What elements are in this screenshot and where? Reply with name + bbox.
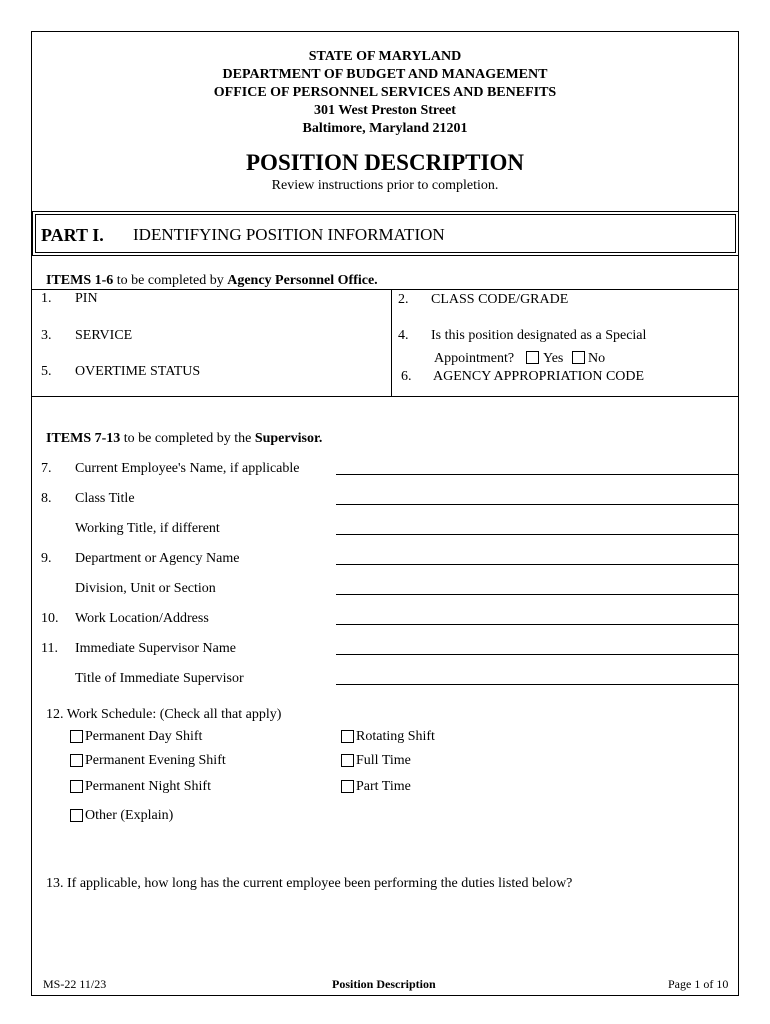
- item-number: 9.: [41, 551, 52, 566]
- page-number: Page 1 of 10: [668, 977, 729, 991]
- item-number: 2.: [398, 292, 409, 307]
- appointment-question: Appointment?: [434, 351, 515, 366]
- header-office: OFFICE OF PERSONNEL SERVICES AND BENEFITS: [213, 85, 557, 100]
- permanent-evening-checkbox[interactable]: [70, 754, 83, 767]
- pin-label: PIN: [75, 291, 98, 306]
- employee-name-label: Current Employee's Name, if applicable: [75, 461, 300, 476]
- instructions-note: Review instructions prior to completion.: [271, 178, 499, 193]
- item-number: 11.: [41, 641, 58, 656]
- appropriation-code-label: AGENCY APPROPRIATION CODE: [433, 369, 645, 384]
- division-field[interactable]: [336, 594, 738, 595]
- special-appointment-label: Is this position designated as a Special: [431, 328, 647, 343]
- full-time-checkbox[interactable]: [341, 754, 354, 767]
- supervisor-title-label: Title of Immediate Supervisor: [75, 671, 244, 686]
- supervisor-section-intro: ITEMS 7-13 to be completed by the Supervisor.: [46, 431, 323, 446]
- supervisor-name-label: Immediate Supervisor Name: [75, 641, 236, 656]
- supervisor-name-field[interactable]: [336, 654, 738, 655]
- footer-title: Position Description: [332, 977, 436, 991]
- division-label: Division, Unit or Section: [75, 581, 216, 596]
- duration-question: 13. If applicable, how long has the current employee been performing the duties listed below?: [46, 876, 573, 891]
- working-title-field[interactable]: [336, 534, 738, 535]
- permanent-day-label: Permanent Day Shift: [85, 729, 203, 744]
- class-title-label: Class Title: [75, 491, 135, 506]
- other-checkbox[interactable]: [70, 809, 83, 822]
- rotating-shift-label: Rotating Shift: [356, 729, 435, 744]
- header-state: STATE OF MARYLAND: [308, 49, 462, 64]
- work-location-label: Work Location/Address: [75, 611, 209, 626]
- item-number: 6.: [401, 369, 412, 384]
- permanent-day-checkbox[interactable]: [70, 730, 83, 743]
- item-number: 10.: [41, 611, 59, 626]
- item-number: 3.: [41, 328, 52, 343]
- form-number: MS-22 11/23: [43, 977, 107, 991]
- header-department: DEPARTMENT OF BUDGET AND MANAGEMENT: [222, 67, 548, 82]
- supervisor-title-field[interactable]: [336, 684, 738, 685]
- header-city: Baltimore, Maryland 21201: [302, 121, 468, 136]
- part-time-checkbox[interactable]: [341, 780, 354, 793]
- yes-checkbox[interactable]: [526, 351, 539, 364]
- permanent-night-label: Permanent Night Shift: [85, 779, 211, 794]
- header-street: 301 West Preston Street: [314, 103, 456, 118]
- part1-label: PART I.: [41, 225, 104, 245]
- no-checkbox[interactable]: [572, 351, 585, 364]
- department-name-field[interactable]: [336, 564, 738, 565]
- permanent-night-checkbox[interactable]: [70, 780, 83, 793]
- class-title-field[interactable]: [336, 504, 738, 505]
- overtime-status-label: OVERTIME STATUS: [75, 364, 201, 379]
- part-time-label: Part Time: [356, 779, 411, 794]
- work-location-field[interactable]: [336, 624, 738, 625]
- divider: [32, 289, 739, 290]
- item-number: 7.: [41, 461, 52, 476]
- divider: [32, 396, 739, 397]
- employee-name-field[interactable]: [336, 474, 738, 475]
- rotating-shift-checkbox[interactable]: [341, 730, 354, 743]
- item-number: 4.: [398, 328, 409, 343]
- column-divider: [391, 289, 392, 397]
- part1-title: IDENTIFYING POSITION INFORMATION: [133, 225, 445, 244]
- full-time-label: Full Time: [356, 753, 411, 768]
- class-code-label: CLASS CODE/GRADE: [431, 292, 569, 307]
- yes-label: Yes: [543, 351, 564, 366]
- permanent-evening-label: Permanent Evening Shift: [85, 753, 226, 768]
- item-number: 1.: [41, 291, 52, 306]
- agency-section-intro: ITEMS 1-6 to be completed by Agency Personnel Office.: [46, 273, 378, 288]
- working-title-label: Working Title, if different: [75, 521, 220, 536]
- other-label: Other (Explain): [85, 808, 174, 823]
- no-label: No: [588, 351, 606, 366]
- work-schedule-label: 12. Work Schedule: (Check all that apply): [46, 707, 282, 722]
- page-title: POSITION DESCRIPTION: [246, 150, 524, 175]
- service-label: SERVICE: [75, 328, 133, 343]
- item-number: 8.: [41, 491, 52, 506]
- department-name-label: Department or Agency Name: [75, 551, 240, 566]
- item-number: 5.: [41, 364, 52, 379]
